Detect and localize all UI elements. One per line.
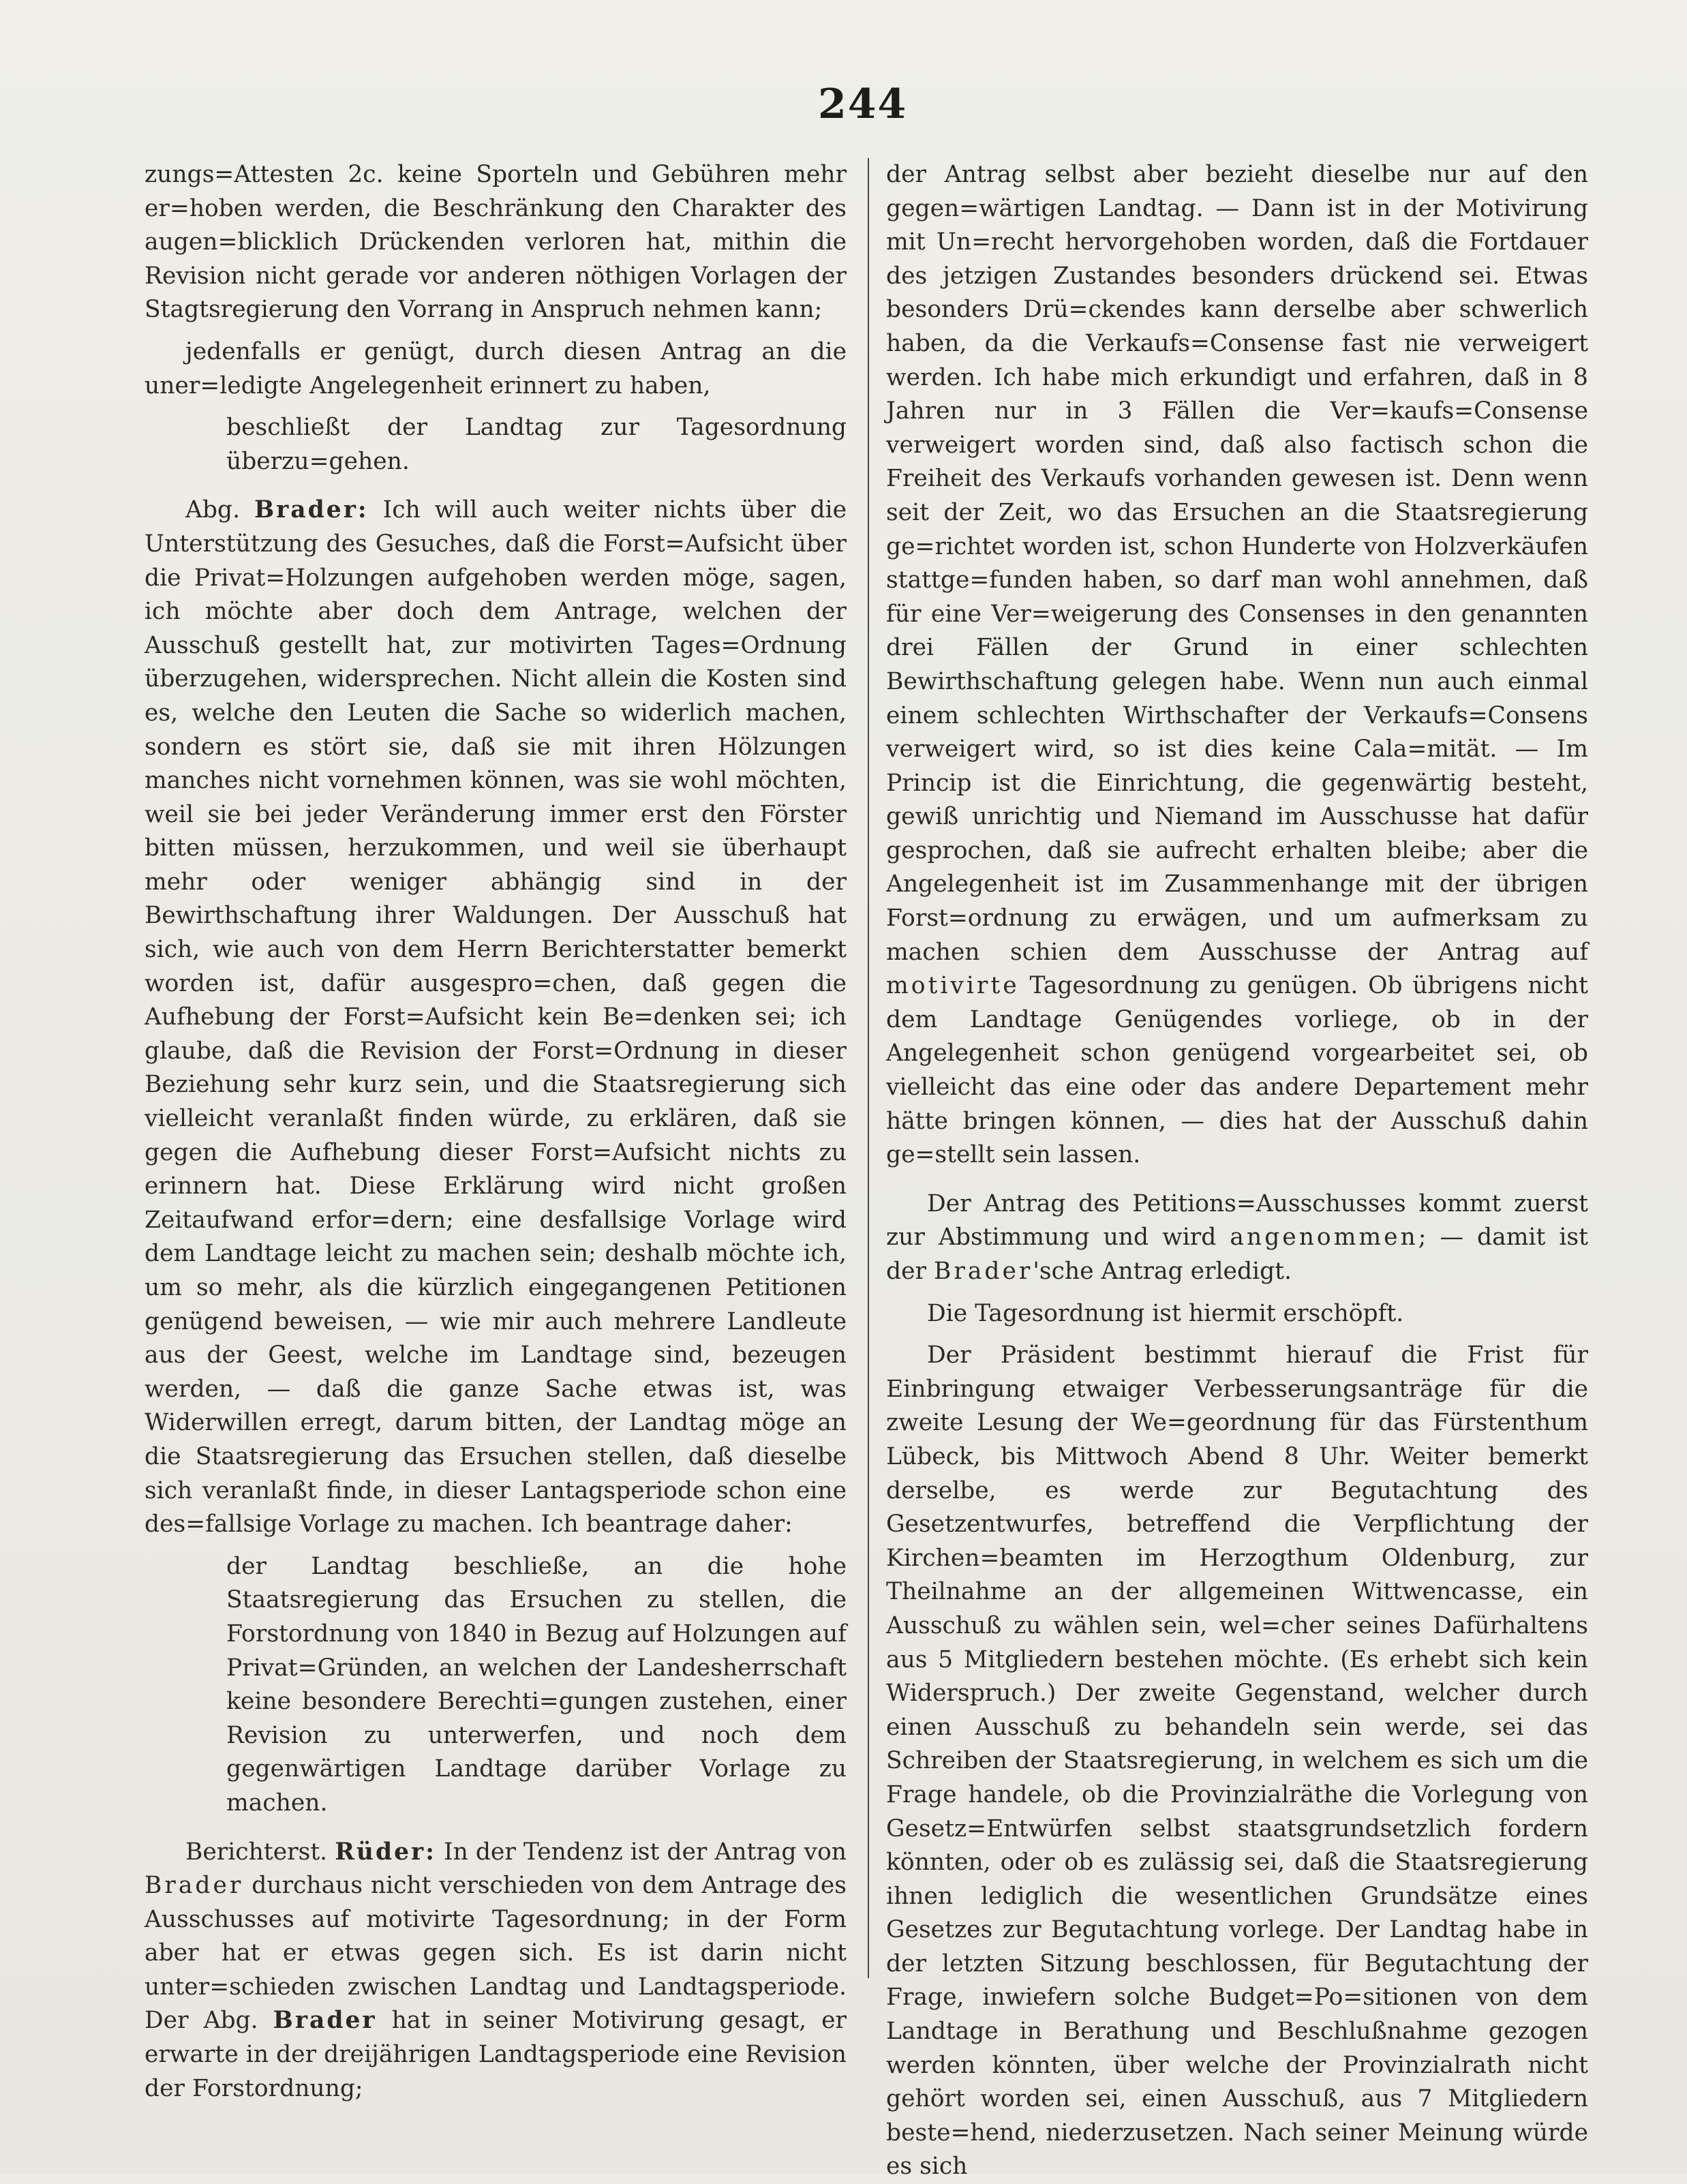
name-reference: Brader [145,1872,244,1900]
paragraph-continuation [886,158,1588,1172]
paragraph-agenda-closed: Die Tagesordnung ist hiermit erschöpft. [927,1299,1404,1327]
paragraph-vote-result [886,1187,1588,1289]
paragraph-speech-brader [145,494,847,1541]
speaker-title: Abg. [185,496,241,524]
speaker-name: Brader: [254,496,369,524]
emphasis-text: angenommen [1230,1224,1418,1252]
body-text: ; — damit ist der [886,1224,1588,1285]
paragraph-proposal: der Landtag beschließe, an die hohe Staatsregierung das Ersuchen zu stellen, die Forstordnung von 1840 in Bezug auf Holzungen auf Privat=Gründen, an welchen der Landesherrschaft keine besondere Berechti=gungen zustehen, einer Revision zu unterwerfen, und noch dem gegenwärtigen Landtage darüber Vorlage zu machen. [226,1552,847,1817]
left-column [145,158,847,2106]
right-column [886,158,1588,2184]
paragraph-motion-intro: jedenfalls er genügt, durch diesen Antrag an die uner=ledigte Angelegenheit erinnert zu haben, [145,337,847,399]
name-reference: Brader [273,2007,377,2035]
paragraph-speech-rueder [145,1836,847,2106]
body-text: Der Antrag des Petitions=Ausschusses kommt zuerst zur Abstimmung und wird [886,1189,1588,1252]
column-divider [868,158,869,1978]
body-text: 'sche Antrag erledigt. [1033,1258,1292,1285]
speaker-name: Rüder: [335,1838,436,1866]
speech-text: hat in seiner Motivirung gesagt, er erwarte in der dreijährigen Landtagsperiode eine Revision der Forstordnung; [145,2007,847,2102]
page-number: 244 [818,80,908,128]
paragraph-president: Der Präsident bestimmt hierauf die Frist für Einbringung etwaiger Verbesserungsanträge für die zweite Lesung der We=geordnung für das Fürstenthum Lübeck, bis Mittwoch Abend 8 Uhr. Weiter bemerkt derselbe, es werde zur Begutachtung des Gesetzentwurfes, betreffend die Verpflichtung der Kirchen=beamten im Herzogthum Oldenburg, zur Theilnahme an der allgemeinen Wittwencasse, ein Ausschuß zu wählen sein, wel=cher seines Dafürhaltens aus 5 Mitgliedern bestehen möchte. (Es erhebt sich kein Widerspruch.) Der zweite Gegenstand, welcher durch einen Ausschuß zu behandeln sein werde, sei das Schreiben der Staatsregierung, in welchem es sich um die Frage handele, ob die Provinzialräthe die Vorlegung von Gesetz=Entwürfen selbst staatsgrundsetzlich fordern könnten, oder ob es zulässig sei, daß die Staatsregierung ihnen lediglich die wesentlichen Grundsätze eines Gesetzes zur Begutachtung vorlege. Der Landtag habe in der letzten Sitzung beschlossen, für Begutachtung der Frage, inwiefern solche Budget=Po=sitionen von dem Landtage in Berathung und Beschlußnahme gezogen werden könnten, über welche der Provinzialrath nicht gehört worden sei, einen Ausschuß, aus 7 Mitgliedern beste=hend, niederzusetzen. Nach seiner Meinung würde es sich [886,1341,1588,2181]
paragraph-continuation: zungs=Attesten 2c. keine Sporteln und Gebühren mehr er=hoben werden, die Beschränkung den Charakter des augen=blicklich Drückenden verloren hat, mithin die Revision nicht gerade vor anderen nöthigen Vorlagen der Stagtsregierung den Vorrang in Anspruch nehmen kann; [145,161,847,324]
paragraph-resolution: beschließt der Landtag zur Tagesordnung überzu=gehen. [226,414,847,475]
speech-text: In der Tendenz ist der Antrag von [443,1838,847,1866]
body-text: Tagesordnung zu genügen. Ob übrigens nicht dem Landtage Genügendes vorliege, ob in der Angelegenheit schon genügend vorgearbeitet sei, ob vielleicht das eine oder das andere Departement mehr hätte bringen können, — dies hat der Ausschuß dahin ge=stellt sein lassen. [886,972,1589,1169]
speaker-title: Berichterst. [185,1838,328,1866]
emphasis-text: motivirte [886,972,1020,1000]
speech-text: durchaus nicht verschieden von dem Antrage des Ausschusses auf motivirte Tagesordnung; in der Form aber hat er etwas gegen sich. Es ist darin nicht unter=schieden zwischen Landtag und Landtagsperiode. Der Abg. [145,1872,847,2035]
body-text: der Antrag selbst aber bezieht dieselbe nur auf den gegen=wärtigen Landtag. — Dann ist in der Motivirung mit Un=recht hervorgehoben worden, daß die Fortdauer des jetzigen Zustandes besonders drückend sei. Etwas besonders Drü=ckendes kann derselbe aber schwerlich haben, da die Verkaufs=Consense fast nie verweigert werden. Ich habe mich erkundigt und erfahren, daß in 8 Jahren nur in 3 Fällen die Ver=kaufs=Consense verweigert worden sind, daß also factisch schon die Freiheit des Verkaufs vorhanden gewesen ist. Denn wenn seit der Zeit, wo das Ersuchen an die Staatsregierung ge=richtet worden ist, schon Hunderte von Holzverkäufen stattge=funden haben, so darf man wohl annehmen, daß für eine Ver=weigerung des Consenses in den genannten drei Fällen der Grund in einer schlechten Bewirthschaftung gelegen habe. Wenn nun auch einmal einem schlechten Wirthschafter der Verkaufs=Consens verweigert wird, so ist dies keine Cala=mität. — Im Princip ist die Einrichtung, die gegenwärtig besteht, gewiß unrichtig und Niemand im Ausschusse hat dafür gesprochen, daß sie aufrecht erhalten bleibe; aber die Angelegenheit ist im Zusammenhange mit der übrigen Forst=ordnung zu erwägen, und um aufmerksam zu machen schien dem Ausschusse der Antrag auf [886,161,1588,966]
speech-text: Ich will auch weiter nichts über die Unterstützung des Gesuches, daß die Forst=Aufsicht über die Privat=Holzungen aufgehoben werden möge, sagen, ich möchte aber doch dem Antrage, welchen der Ausschuß gestellt hat, zur motivirten Tages=Ordnung überzugehen, widersprechen. Nicht allein die Kosten sind es, welche den Leuten die Sache so widerlich machen, sondern es stört sie, daß sie mit ihren Hölzungen manches nicht vornehmen können, was sie wohl möchten, weil sie bei jeder Veränderung immer erst den Förster bitten müssen, herzukommen, und weil sie überhaupt mehr oder weniger abhängig sind in der Bewirthschaftung ihrer Waldungen. Der Ausschuß hat sich, wie auch von dem Herrn Berichterstatter bemerkt worden ist, dafür ausgespro=chen, daß gegen die Aufhebung der Forst=Aufsicht kein Be=denken sei; ich glaube, daß die Revision der Forst=Ordnung in dieser Beziehung sehr kurz sein, und die Staatsregierung sich vielleicht veranlaßt finden würde, zu erklären, daß sie gegen die Aufhebung dieser Forst=Aufsicht nichts zu erinnern hat. Diese Erklärung wird nicht großen Zeitaufwand erfor=dern; eine desfallsige Vorlage wird dem Landtage leicht zu machen sein; deshalb möchte ich, um so mehr, als die kürzlich eingegangenen Petitionen genügend beweisen, — wie mir auch mehrere Landleute aus der Geest, welche im Landtage sind, bezeugen werden, — daß die ganze Sache etwas ist, was Widerwillen erregt, darum bitten, der Landtag möge an die Staatsregierung das Ersuchen stellen, daß dieselbe sich veranlaßt finde, in dieser Lantagsperiode schon eine des=fallsige Vorlage zu machen. Ich beantrage daher: [145,496,847,1538]
name-reference: Brader [933,1258,1033,1285]
